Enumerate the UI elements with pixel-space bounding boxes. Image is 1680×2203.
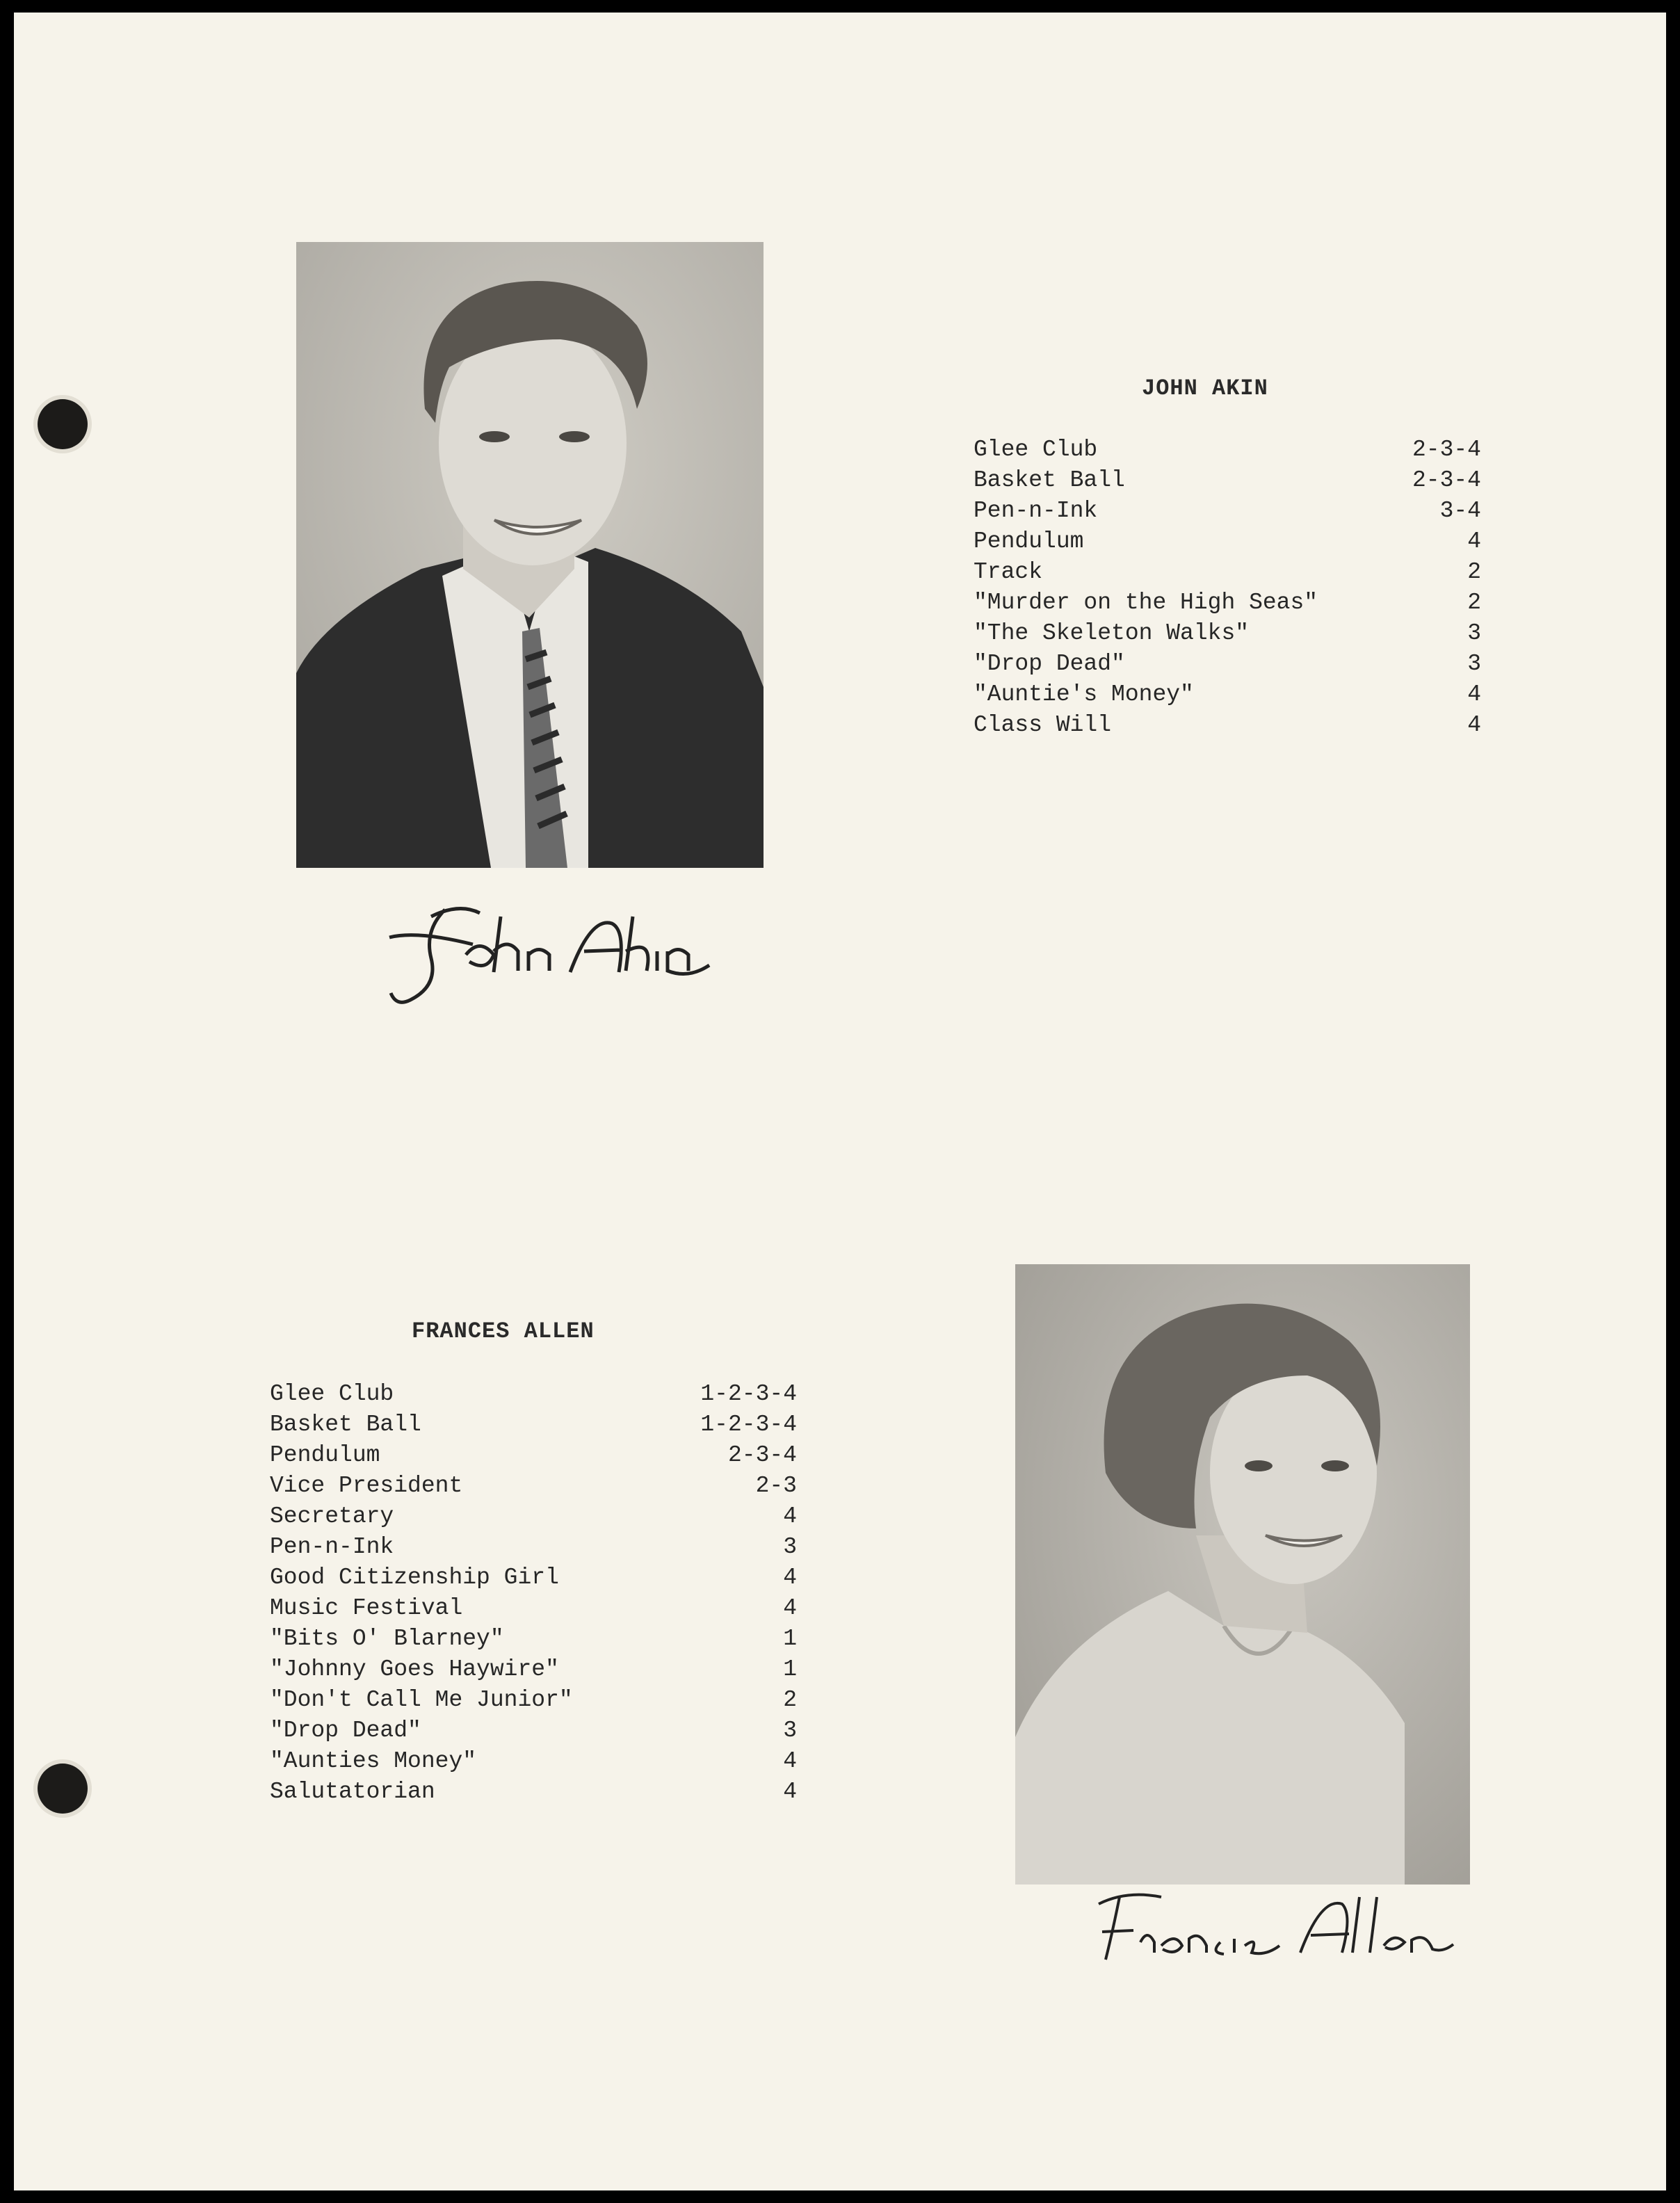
activity-years: 4 [783, 1748, 797, 1774]
activity-row [270, 1595, 797, 1626]
activity-years: 2 [783, 1687, 797, 1713]
activity-name: "Don't Call Me Junior" [270, 1687, 573, 1713]
activity-name: "Murder on the High Seas" [974, 590, 1318, 615]
activity-name: Secretary [270, 1503, 394, 1529]
activity-row [270, 1565, 797, 1595]
activity-row [974, 528, 1481, 559]
signature-frances-allen [1085, 1876, 1460, 1974]
activity-name: "Drop Dead" [974, 651, 1125, 677]
activity-years: 1 [783, 1656, 797, 1682]
binder-hole-top [38, 399, 88, 449]
activity-row [270, 1503, 797, 1534]
activity-row [974, 651, 1481, 681]
activity-row [270, 1442, 797, 1473]
activity-name: Glee Club [974, 437, 1098, 462]
activity-name: "Bits O' Blarney" [270, 1626, 504, 1652]
activity-years: 2-3-4 [1412, 437, 1481, 462]
activity-row [270, 1656, 797, 1687]
activity-row [270, 1779, 797, 1809]
activity-row [974, 467, 1481, 498]
activity-list-frances-allen [270, 1381, 797, 1809]
activity-years: 2-3-4 [727, 1442, 797, 1468]
activity-years: 4 [1467, 712, 1481, 738]
activity-row [974, 712, 1481, 743]
activity-row [270, 1748, 797, 1779]
activity-name: Pen-n-Ink [270, 1534, 394, 1560]
activity-years: 1-2-3-4 [700, 1412, 797, 1437]
activity-list-john-akin [974, 437, 1481, 743]
activity-years: 4 [1467, 528, 1481, 554]
activity-years: 3 [783, 1534, 797, 1560]
activity-years: 4 [783, 1503, 797, 1529]
activity-name: Basket Ball [270, 1412, 421, 1437]
activity-years: 3 [1467, 620, 1481, 646]
activity-years: 4 [783, 1565, 797, 1590]
activity-years: 4 [783, 1595, 797, 1621]
activity-name: Basket Ball [974, 467, 1125, 493]
yearbook-page [14, 13, 1666, 2190]
activity-name: Vice President [270, 1473, 463, 1499]
signature-frances-allen-text: Francis Allen [1085, 1876, 1090, 1877]
activity-row [974, 437, 1481, 467]
student-name-frances-allen: FRANCES ALLEN [412, 1318, 595, 1344]
activity-years: 3 [1467, 651, 1481, 677]
activity-row [974, 590, 1481, 620]
activity-row [270, 1626, 797, 1656]
activity-row [974, 681, 1481, 712]
activity-name: Class Will [974, 712, 1112, 738]
activity-years: 2 [1467, 559, 1481, 585]
activity-row [270, 1412, 797, 1442]
activity-row [974, 498, 1481, 528]
activity-name: Salutatorian [270, 1779, 435, 1805]
activity-years: 4 [1467, 681, 1481, 707]
activity-row [270, 1534, 797, 1565]
activity-name: Pendulum [974, 528, 1084, 554]
activity-name: Pen-n-Ink [974, 498, 1098, 524]
activity-years: 1-2-3-4 [700, 1381, 797, 1407]
activity-years: 2-3 [755, 1473, 797, 1499]
activity-name: "Drop Dead" [270, 1718, 421, 1743]
portrait-photo-john-akin [296, 242, 764, 868]
activity-name: Good Citizenship Girl [270, 1565, 559, 1590]
activity-name: "Johnny Goes Haywire" [270, 1656, 559, 1682]
activity-name: Pendulum [270, 1442, 380, 1468]
activity-row [270, 1687, 797, 1718]
activity-row [270, 1718, 797, 1748]
activity-years: 3-4 [1439, 498, 1481, 524]
portrait-photo-frances-allen [1015, 1264, 1470, 1885]
activity-years: 4 [783, 1779, 797, 1805]
activity-name: Glee Club [270, 1381, 394, 1407]
activity-row [974, 559, 1481, 590]
signature-john-akin [382, 889, 744, 1021]
activity-name: "Auntie's Money" [974, 681, 1194, 707]
student-name-john-akin: JOHN AKIN [1142, 376, 1268, 401]
activity-years: 2-3-4 [1412, 467, 1481, 493]
activity-name: Music Festival [270, 1595, 463, 1621]
activity-name: Track [974, 559, 1043, 585]
binder-hole-bottom [38, 1764, 88, 1814]
activity-name: "Aunties Money" [270, 1748, 477, 1774]
activity-row [270, 1473, 797, 1503]
activity-row [974, 620, 1481, 651]
activity-years: 1 [783, 1626, 797, 1652]
activity-row [270, 1381, 797, 1412]
activity-name: "The Skeleton Walks" [974, 620, 1250, 646]
activity-years: 2 [1467, 590, 1481, 615]
activity-years: 3 [783, 1718, 797, 1743]
